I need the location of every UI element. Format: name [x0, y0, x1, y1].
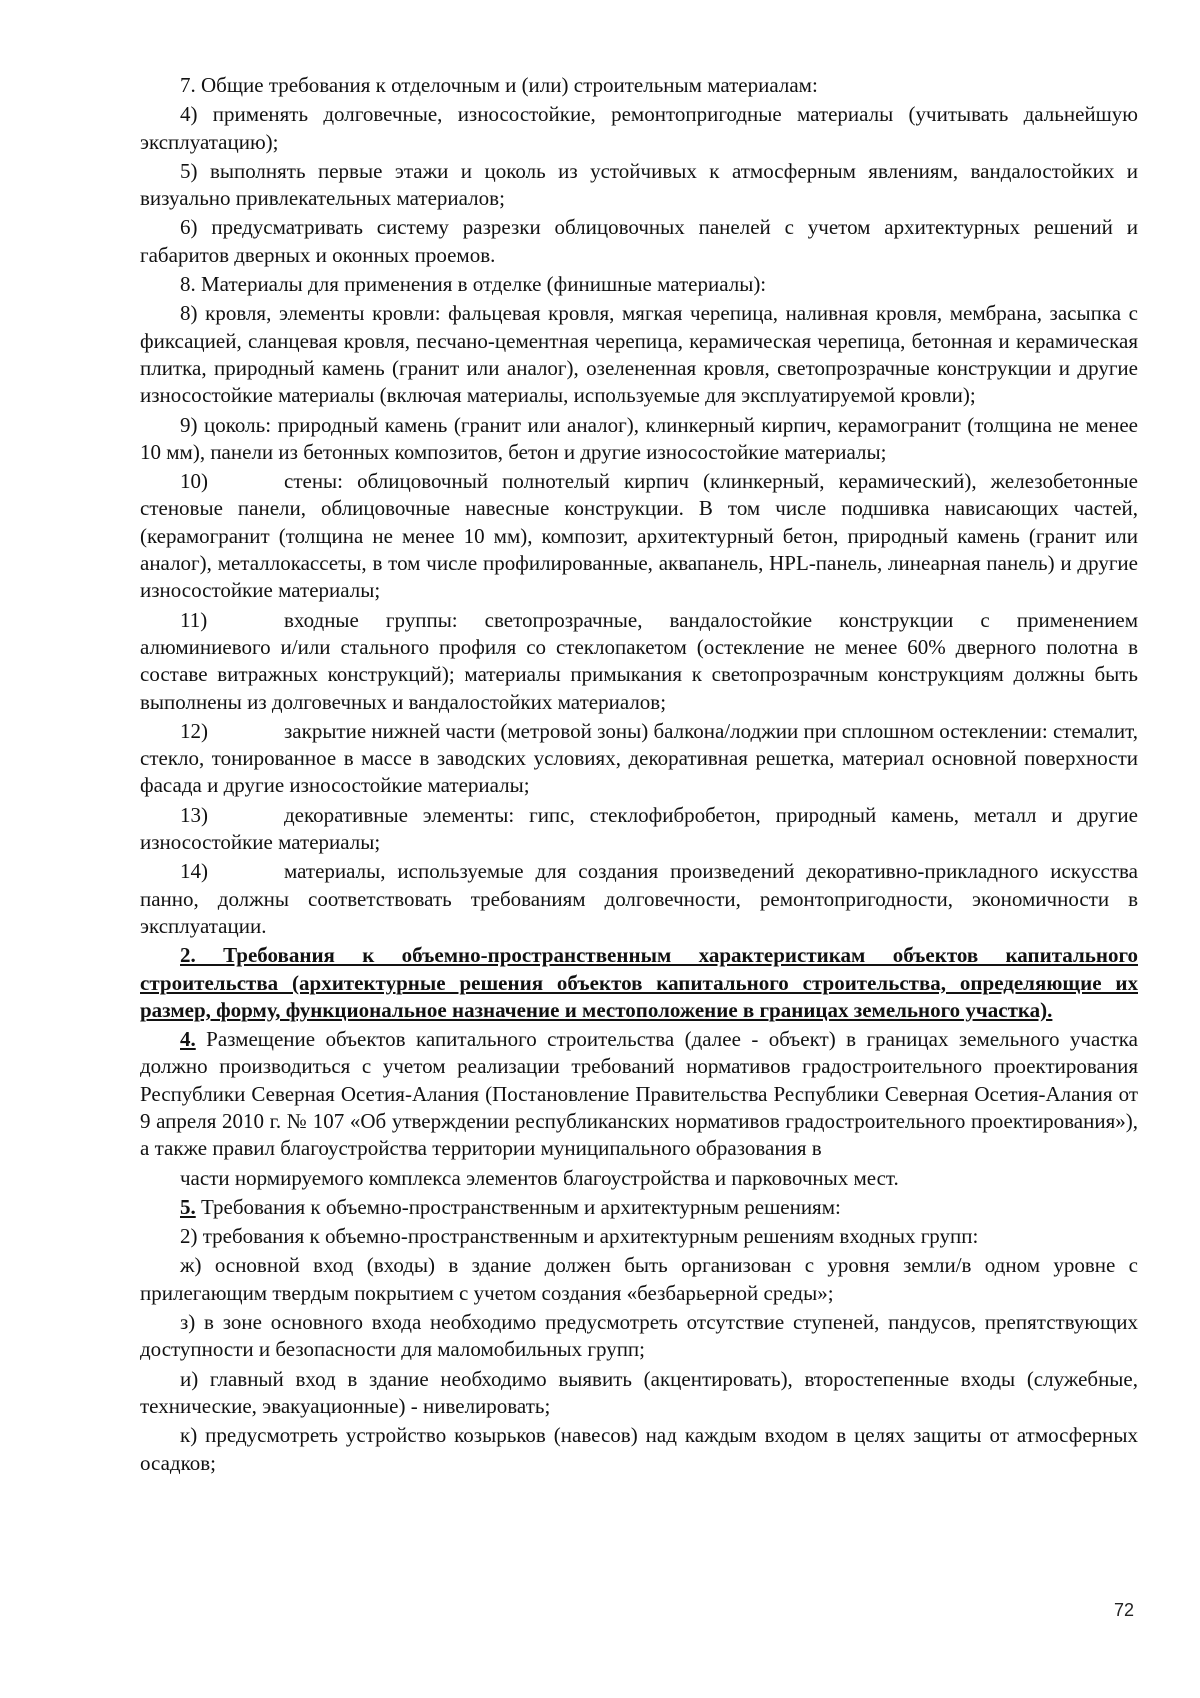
item-8-10-text: стены: облицовочный полнотелый кирпич (клинкерный, керамический), железобетонные стеновые панели, облицовочные навесные конструкции. В том числе подшивка нависающих частей, (керамогранит (толщина не менее 10 мм), композит, архитектурный бетон, природный камень (гранит или аналог), металлокассеты, в том числе профилированные, аквапанель, HPL-панель, линеарная панель) и другие износостойкие материалы; [140, 469, 1138, 603]
item-8-11-text: входные группы: светопрозрачные, вандалостойкие конструкции с применением алюминиевого и/или стального профиля со стеклопакетом (остекление не менее 60% дверного полотна в составе витражных конструкций); материалы примыкания к светопрозрачным конструкциям должны быть выполнены из долговечных и вандалостойких материалов; [140, 607, 1138, 714]
item-8-10 [140, 468, 1138, 604]
section-2-item-5-k: к) предусмотреть устройство козырьков (навесов) над каждым входом в целях защиты от атмосферных осадков; [140, 1423, 1138, 1475]
item-7-6: 6) предусматривать систему разрезки облицовочных панелей с учетом архитектурных решений и габаритов дверных и оконных проемов. [140, 215, 1138, 267]
item-8-14-number: 14) [180, 859, 208, 884]
document-page [140, 72, 1138, 1479]
item-8-13-number: 13) [180, 802, 208, 827]
item-8-12-text: закрытие нижней части (метровой зоны) балкона/лоджии при сплошном остеклении: стемалит, стекло, тонированное в массе в заводских условиях, декоративная решетка, материал основной поверхности фасада и другие износостойкие материалы; [140, 718, 1138, 798]
item-8-14-text: материалы, используемые для создания произведений декоративно-прикладного искусства панно, должны соответствовать требованиям долговечности, ремонтопригодности, экономичности в эксплуатации. [140, 859, 1138, 938]
item-8-13 [140, 802, 1138, 857]
section-2-item-5 [140, 1194, 1138, 1221]
item-8-14 [140, 858, 1138, 940]
section-2-item-5-z: з) в зоне основного входа необходимо предусмотреть отсутствие ступеней, пандусов, препятствующих доступности и безопасности для маломобильных групп; [140, 1310, 1138, 1362]
section-2-item-4-text: Размещение объектов капитального строительства (далее - объект) в границах земельного участка должно производиться с учетом реализации требований нормативов градостроительного проектирования Республики Северная Осетия-Алания (Постановление Правительства Республики Северная Осетия-Алания от 9 апреля 2010 г. № 107 «Об утверждении республиканских нормативов градостроительного проектирования»), а также правил благоустройства территории муниципального образования в [140, 1027, 1138, 1161]
item-8: 8. Материалы для применения в отделке (финишные материалы): [180, 272, 767, 297]
item-8-8: 8) кровля, элементы кровли: фальцевая кровля, мягкая черепица, наливная кровля, мембрана, засыпка с фиксацией, сланцевая кровля, песчано-цементная черепица, керамическая черепица, бетонная и керамическая плитка, природный камень (гранит или аналог), озелененная кровля, светопрозрачные конструкции и другие износостойкие материалы (включая материалы, используемые для эксплуатируемой кровли); [140, 301, 1138, 408]
item-8-11 [140, 607, 1138, 716]
item-7: 7. Общие требования к отделочным и (или) строительным материалам: [180, 73, 818, 97]
section-2-item-5-2: 2) требования к объемно-пространственным и архитектурным решениям входных групп: [180, 1224, 979, 1249]
section-2-item-5-number: 5. [180, 1194, 196, 1219]
item-8-11-number: 11) [180, 607, 208, 632]
item-7-4: 4) применять долговечные, износостойкие, ремонтопригодные материалы (учитывать дальнейшую эксплуатацию); [140, 102, 1138, 154]
page-number: 72 [1114, 1600, 1135, 1620]
section-2-item-4 [140, 1026, 1138, 1162]
item-7-5: 5) выполнять первые этажи и цоколь из устойчивых к атмосферным явлениям, вандалостойких и визуально привлекательных материалов; [140, 158, 1138, 211]
item-8-12 [140, 718, 1138, 800]
item-8-12-number: 12) [180, 718, 208, 743]
section-2-heading: 2. Требования к объемно-пространственным характеристикам объектов капитального строительства (архитектурные решения объектов капитального строительства, определяющие их размер, форму, функциональное назначение и местоположение в границах земельного участка). [140, 943, 1138, 1022]
section-2-item-4-continuation: части нормируемого комплекса элементов благоустройства и парковочных мест. [180, 1165, 899, 1190]
item-8-10-number: 10) [180, 469, 208, 494]
section-2-item-5-text: Требования к объемно-пространственным и архитектурным решениям: [195, 1194, 841, 1219]
item-8-13-text: декоративные элементы: гипс, стеклофибробетон, природный камень, металл и другие износостойкие материалы; [140, 802, 1138, 855]
section-2-item-5-i: и) главный вход в здание необходимо выявить (акцентировать), второстепенные входы (служебные, технические, эвакуационные) - нивелировать; [140, 1366, 1138, 1418]
section-2-item-4-number: 4. [180, 1027, 196, 1052]
section-2-item-5-zh: ж) основной вход (входы) в здание должен быть организован с уровня земли/в одном уровне с прилегающим твердым покрытием с учетом создания «безбарьерной среды»; [140, 1253, 1138, 1305]
item-8-9: 9) цоколь: природный камень (гранит или аналог), клинкерный кирпич, керамогранит (толщина не менее 10 мм), панели из бетонных композитов, бетон и другие износостойкие материалы; [140, 412, 1138, 464]
